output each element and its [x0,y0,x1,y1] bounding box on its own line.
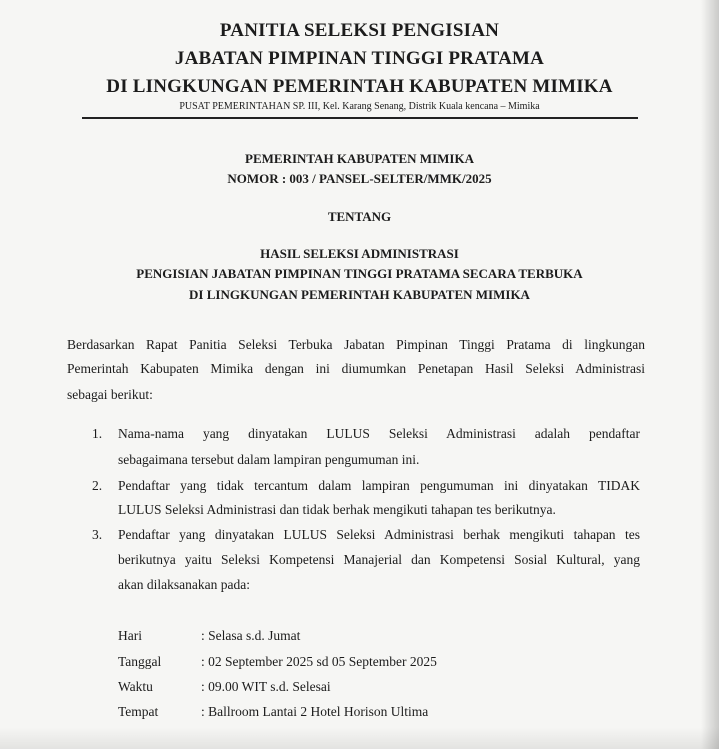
schedule-value-place: : Ballroom Lantai 2 Hotel Horison Ultima [201,704,429,719]
letterhead-line-3: DI LINGKUNGAN PEMERINTAH KABUPATEN MIMIKA [106,76,613,97]
intro-line-2: Pemerintah Kabupaten Mimika dengan ini diumumkan Penetapan Hasil Seleksi Administrasi [67,361,645,376]
list-item-number: 3. [92,527,103,542]
announcement-about: TENTANG [327,209,392,224]
list-item-3-line-1: Pendaftar yang dinyatakan LULUS Seleksi Administrasi berhak mengikuti tahapan tes [118,527,640,542]
schedule-value-time: : 09.00 WIT s.d. Selesai [201,679,331,694]
list-item-1-line-1: Nama-nama yang dinyatakan LULUS Seleksi Administrasi adalah pendaftar [118,426,640,441]
letterhead-divider [82,117,638,119]
letterhead-line-1: PANITIA SELEKSI PENGISIAN [219,20,500,41]
list-item-2-line-2: LULUS Seleksi Administrasi dan tidak berhak mengikuti tahapan tes berikutnya. [118,502,556,517]
letterhead-line-2: JABATAN PIMPINAN TINGGI PRATAMA [174,48,545,69]
announcement-subject-3: DI LINGKUNGAN PEMERINTAH KABUPATEN MIMIKA [189,287,530,302]
letterhead-address: PUSAT PEMERINTAHAN SP. III, Kel. Karang Senang, Distrik Kuala kencana – Mimika [179,101,540,112]
schedule-value-date: : 02 September 2025 sd 05 September 2025 [201,654,437,669]
schedule-value-day: : Selasa s.d. Jumat [201,628,301,643]
list-item-number: 2. [92,478,103,493]
schedule-label-date: Tanggal [118,654,162,669]
list-item-3-line-3: akan dilaksanakan pada: [118,577,250,592]
intro-line-1: Berdasarkan Rapat Panitia Seleksi Terbuka Jabatan Pimpinan Tinggi Pratama di lingkungan [67,337,645,352]
list-item-3-line-2: berikutnya yaitu Seleksi Kompetensi Manajerial dan Kompetensi Sosial Kultural, yang [118,552,640,567]
announcement-issuer: PEMERINTAH KABUPATEN MIMIKA [245,151,474,166]
announcement-number: NOMOR : 003 / PANSEL-SELTER/MMK/2025 [227,171,492,186]
scan-edge-shadow [701,0,719,749]
list-item-1-line-2: sebagaimana tersebut dalam lampiran pengumuman ini. [118,452,420,467]
list-item-2-line-1: Pendaftar yang tidak tercantum dalam lampiran pengumuman ini dinyatakan TIDAK [118,478,640,493]
schedule-label-time: Waktu [118,679,153,694]
announcement-subject-2: PENGISIAN JABATAN PIMPINAN TINGGI PRATAMA SECARA TERBUKA [136,266,583,281]
list-item-number: 1. [92,426,103,441]
scan-bottom-shadow [0,727,719,749]
announcement-subject-1: HASIL SELEKSI ADMINISTRASI [260,246,459,261]
schedule-label-place: Tempat [118,704,159,719]
schedule-label-day: Hari [118,628,142,643]
intro-line-3: sebagai berikut: [67,387,153,402]
